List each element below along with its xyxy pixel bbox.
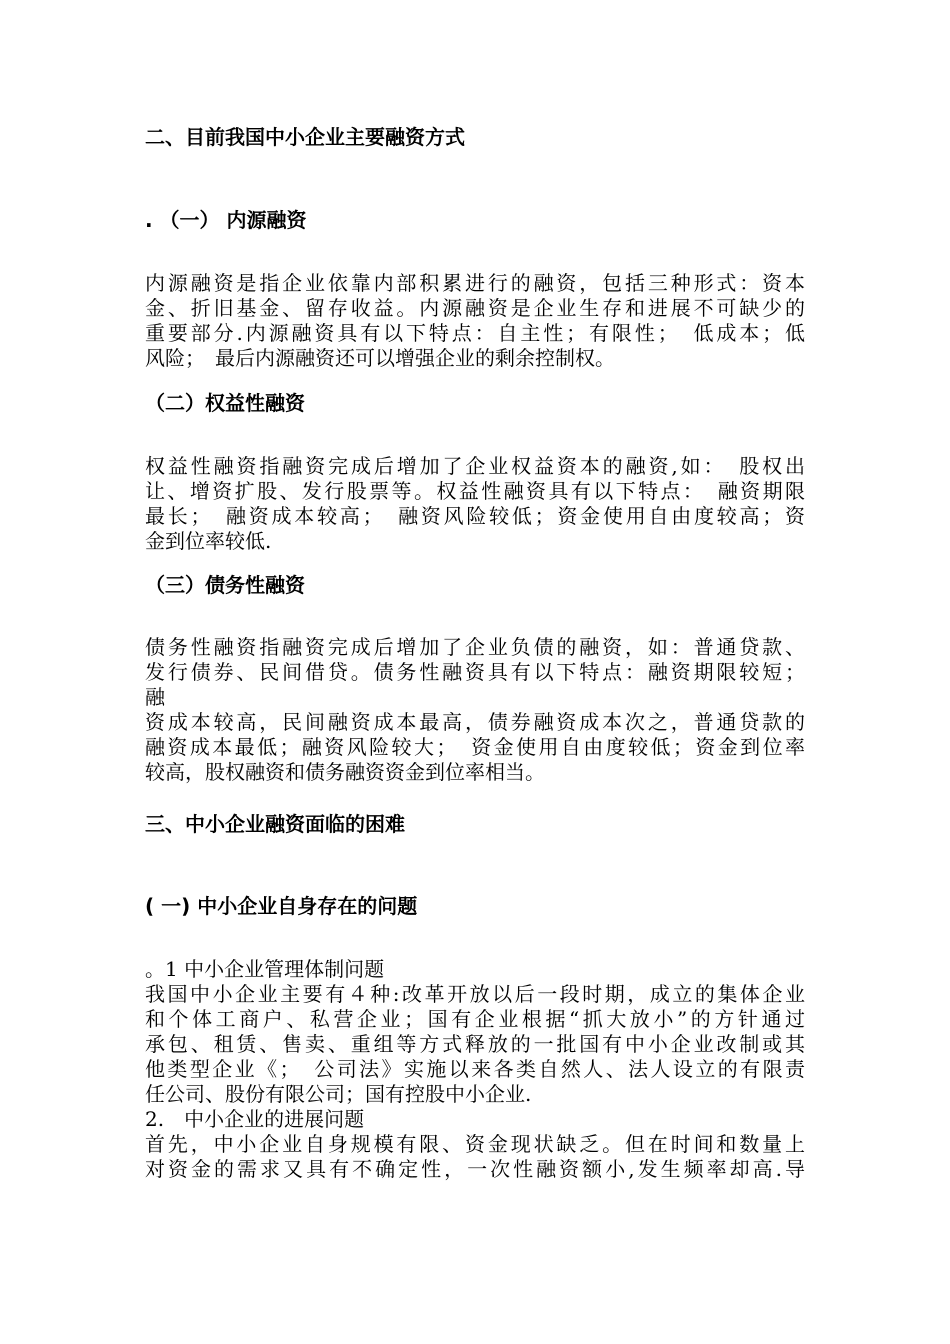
paragraph-line: 金、折旧基金、留存收益。内源融资是企业生存和进展不可缺少的 [145, 296, 805, 320]
section-heading-financing-methods: 二、目前我国中小企业主要融资方式 [145, 125, 465, 149]
paragraph-line: 融 [145, 685, 165, 709]
paragraph-line: 发行债券、民间借贷。债务性融资具有以下特点：融资期限较短； [145, 660, 805, 684]
paragraph-line: 债务性融资指融资完成后增加了企业负债的融资，如：普通贷款、 [145, 635, 805, 659]
subheading-internal-problems: ( 一) 中小企业自身存在的问题 [145, 894, 418, 918]
paragraph-line: 和个体工商户、私营企业；国有企业根据“抓大放小”的方针通过 [145, 1007, 805, 1031]
paragraph-line: 最长； 融资成本较高； 融资风险较低；资金使用自由度较高；资 [145, 504, 805, 528]
paragraph-line: 他类型企业《； 公司法》实施以来各类自然人、法人设立的有限责 [145, 1057, 805, 1081]
paragraph-line: 2. 中小企业的进展问题 [145, 1107, 365, 1131]
paragraph-line: 融资成本最低；融资风险较大； 资金使用自由度较低；资金到位率 [145, 735, 805, 759]
paragraph-line: 金到位率较低. [145, 529, 272, 553]
paragraph-line: 权益性融资指融资完成后增加了企业权益资本的融资,如： 股权出 [145, 454, 805, 478]
paragraph-line: 风险； 最后内源融资还可以增强企业的剩余控制权。 [145, 346, 615, 370]
subheading-debt-financing: （三）债务性融资 [145, 573, 305, 597]
paragraph-line: 较高，股权融资和债务融资资金到位率相当。 [145, 760, 545, 784]
paragraph-line: 资成本较高，民间融资成本最高，债券融资成本次之，普通贷款的 [145, 710, 805, 734]
paragraph-line: 重要部分.内源融资具有以下特点：自主性；有限性； 低成本；低 [145, 321, 805, 345]
paragraph-line: 对资金的需求又具有不确定性，一次性融资额小,发生频率却高.导 [145, 1157, 805, 1181]
paragraph-line: 内源融资是指企业依靠内部积累进行的融资，包括三种形式：资本 [145, 271, 805, 295]
paragraph-line: 我国中小企业主要有４种:改革开放以后一段时期，成立的集体企业 [145, 982, 805, 1006]
paragraph-line: 首先，中小企业自身规模有限、资金现状缺乏。但在时间和数量上 [145, 1132, 805, 1156]
subheading-equity-financing: （二）权益性融资 [145, 391, 305, 415]
paragraph-line: 。1 中小企业管理体制问题 [145, 957, 385, 981]
paragraph-line: 让、增资扩股、发行股票等。权益性融资具有以下特点： 融资期限 [145, 479, 805, 503]
subheading-internal-financing: . （一） 内源融资 [145, 208, 307, 232]
section-heading-financing-difficulties: 三、中小企业融资面临的困难 [145, 812, 405, 836]
paragraph-line: 任公司、股份有限公司；国有控股中小企业. [145, 1082, 532, 1106]
paragraph-line: 承包、租赁、售卖、重组等方式释放的一批国有中小企业改制或其 [145, 1032, 805, 1056]
